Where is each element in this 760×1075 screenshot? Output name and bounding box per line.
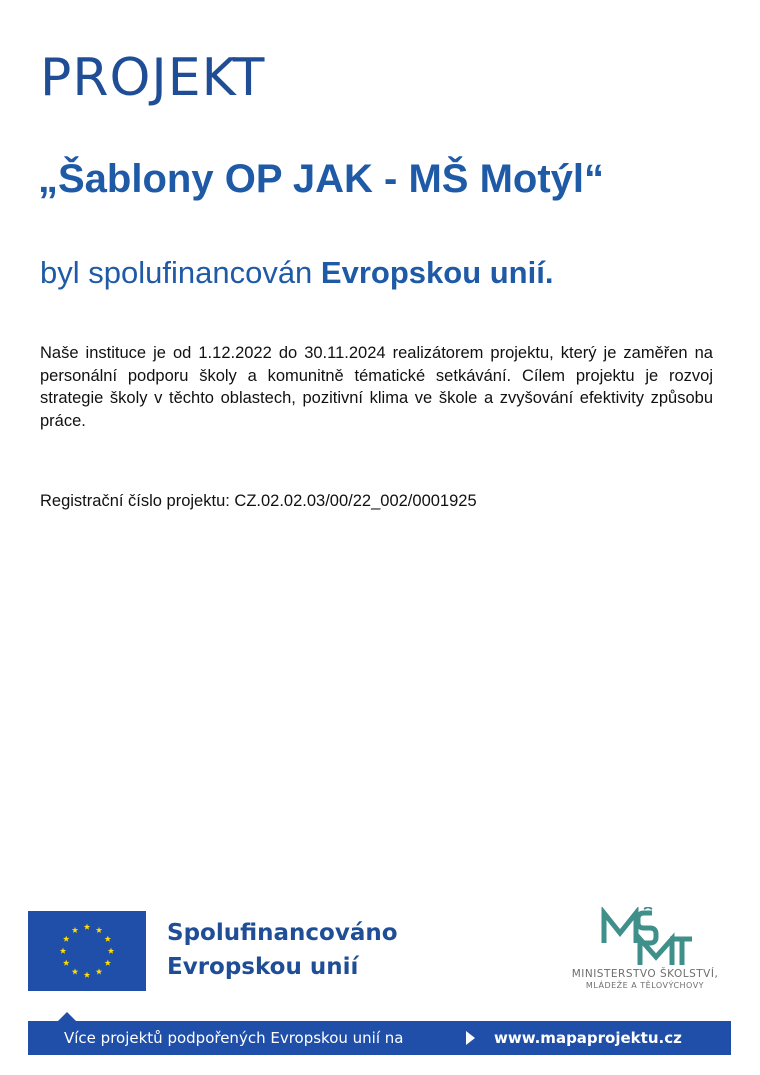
eu-star [96,968,102,974]
eu-star [63,960,69,966]
eu-cofunding-label [167,916,398,984]
msmt-name-line2: MLÁDEŽE A TĚLOVÝCHOVY [585,981,705,990]
project-description: Naše instituce je od 1.12.2022 do 30.11.2024 realizátorem projektu, který je zaměřen na personální podporu školy a komunitně tématické setkávání. Cílem projektu je rozvoj strategie školy v těchto oblastech, pozitivní klima ve škole a zvyšování efektivity způsobu práce. [40,344,713,430]
footer-bar [28,1021,731,1055]
eu-star [108,948,114,954]
msmt-name [560,968,730,990]
eu-stars [28,911,146,991]
heading: PROJEKT [40,48,266,108]
registration-number: Registrační číslo projektu: CZ.02.02.03/00/22_002/0001925 [40,492,477,510]
funding-emphasis: Evropskou unií. [320,255,554,290]
eu-star [84,972,90,978]
eu-star [63,936,69,942]
msmt-name-line1: MINISTERSTVO ŠKOLSTVÍ, [571,968,719,980]
funding-statement [40,254,553,291]
eu-star [96,927,102,933]
play-arrow-icon [466,1031,475,1045]
eu-label-line1: Spolufinancováno [167,920,398,946]
project-name: „Šablony OP JAK - MŠ Motýl“ [38,157,604,201]
eu-star [105,960,111,966]
msmt-logo-icon [600,907,696,971]
footer-notch [58,1012,76,1021]
eu-star [72,968,78,974]
eu-flag-icon [28,911,146,991]
eu-star [60,948,66,954]
footer-text: Více projektů podpořených Evropskou unií na [64,1029,404,1047]
eu-star [84,924,90,930]
eu-label-line2: Evropskou unií [167,954,359,980]
footer-website-link[interactable]: www.mapaprojektu.cz [494,1029,682,1047]
funding-prefix: byl spolufinancován [40,255,321,290]
eu-star [72,927,78,933]
eu-star [105,936,111,942]
